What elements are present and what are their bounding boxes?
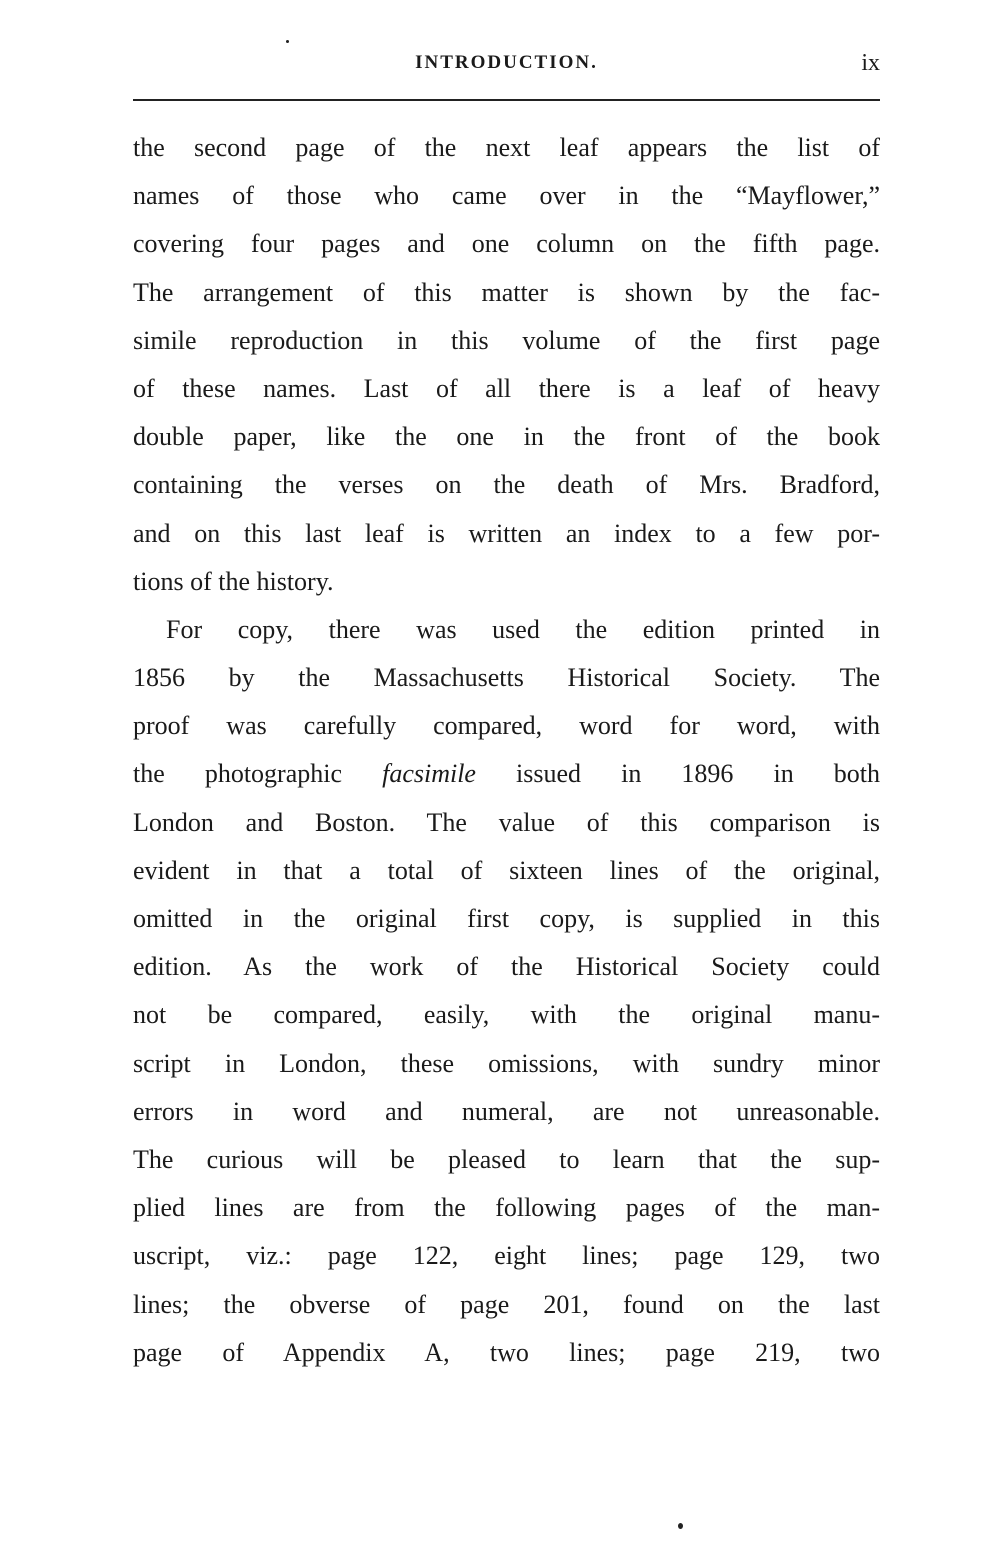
text-line: names of those who came over in the “Mayflower,” [133, 181, 880, 211]
text-line: 1856 by the Massachusetts Historical Society. The [133, 663, 880, 693]
italic-word: facsimile [382, 759, 476, 789]
text-line: proof was carefully compared, word for word, with [133, 711, 880, 741]
text-line: edition. As the work of the Historical Society could [133, 952, 880, 982]
text-line: errors in word and numeral, are not unreasonable. [133, 1096, 880, 1126]
text-line: of these names. Last of all there is a leaf of heavy [133, 373, 880, 403]
text-line: not be compared, easily, with the original manu- [133, 1000, 880, 1030]
text-line: uscript, viz.: page 122, eight lines; page 129, two [133, 1241, 880, 1271]
text-line: script in London, these omissions, with sundry minor [133, 1048, 880, 1078]
text-line: The curious will be pleased to learn that the sup- [133, 1144, 880, 1174]
body-text [133, 124, 880, 1377]
paragraph-2 [133, 606, 880, 1377]
text-line: double paper, like the one in the front of the book [133, 422, 880, 452]
page-number: ix [861, 50, 880, 76]
text-line: For copy, there was used the edition printed in [166, 614, 880, 644]
text-line: The arrangement of this matter is shown by the fac- [133, 277, 880, 307]
text-line: the second page of the next leaf appears the list of [133, 133, 880, 162]
print-speck [286, 40, 289, 43]
text-line: evident in that a total of sixteen lines of the original, [133, 855, 880, 885]
header-rule [133, 99, 880, 101]
print-speck [678, 1523, 683, 1529]
page-header [133, 50, 880, 84]
text-line: omitted in the original first copy, is supplied in this [133, 904, 880, 933]
text-line: plied lines are from the following pages of the man- [133, 1193, 880, 1223]
text-line: lines; the obverse of page 201, found on the last [133, 1289, 880, 1319]
text-line: and on this last leaf is written an index to a few por- [133, 518, 880, 548]
text-line: the photographic facsimile issued in 1896 in both [133, 759, 880, 789]
running-head: INTRODUCTION. [415, 52, 598, 73]
text-line: covering four pages and one column on the fifth page. [133, 229, 880, 259]
paragraph-1 [133, 124, 880, 606]
text-line: containing the verses on the death of Mrs. Bradford, [133, 470, 880, 500]
text-line: page of Appendix A, two lines; page 219, two [133, 1337, 880, 1367]
text-line: tions of the history. [133, 566, 334, 596]
text-line: simile reproduction in this volume of the first page [133, 325, 880, 355]
text-line: London and Boston. The value of this comparison is [133, 807, 880, 837]
